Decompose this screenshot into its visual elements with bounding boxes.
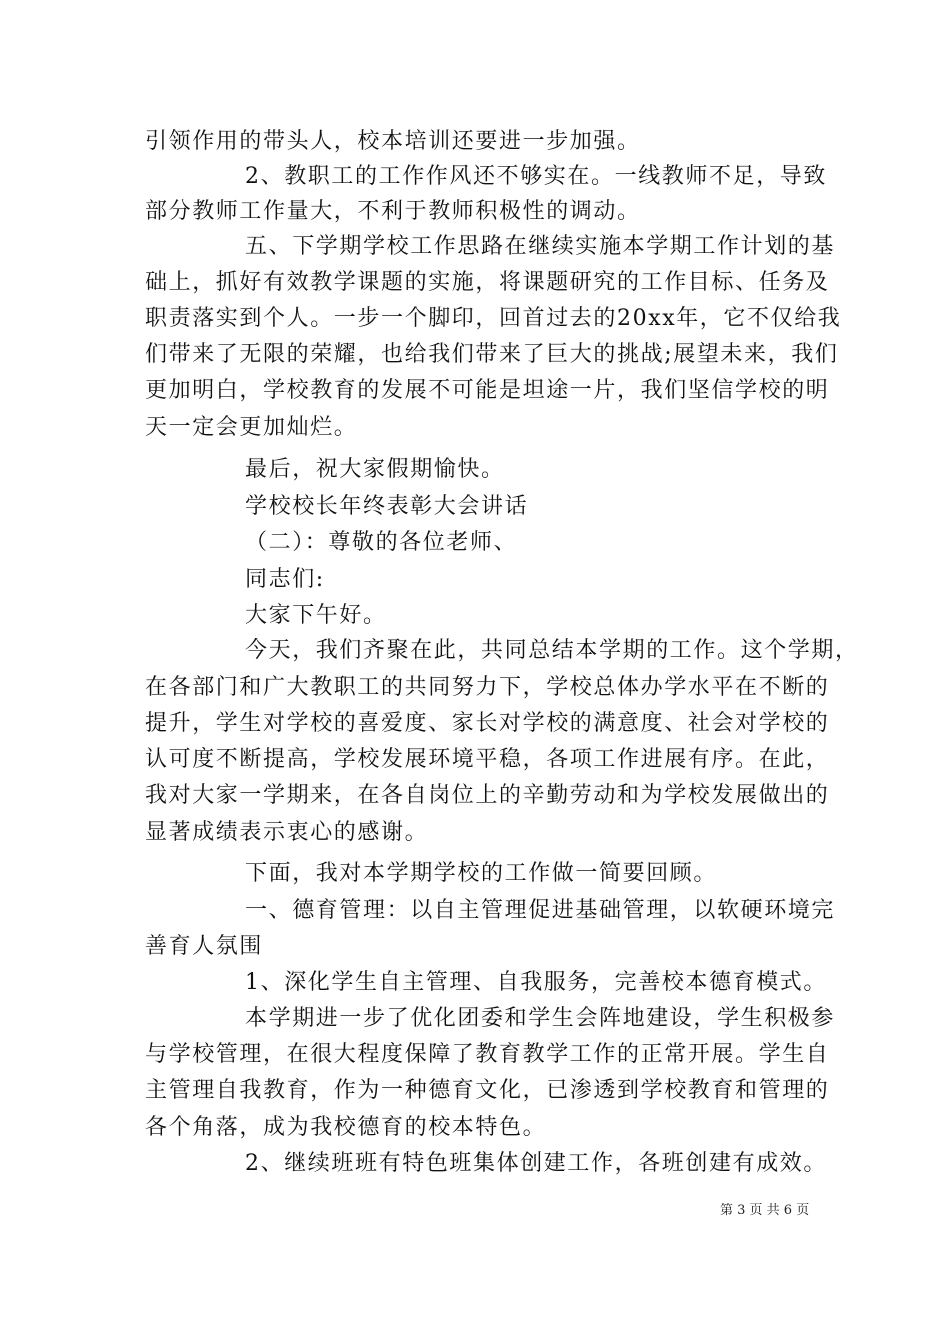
text-line: 各个角落，成为我校德育的校本特色。 [145,1115,547,1140]
section-title: 学校校长年终表彰大会讲话 [245,494,529,519]
text-line: 同志们: [245,567,325,592]
text-line: 今天，我们齐聚在此，共同总结本学期的工作。这个学期， [245,638,859,663]
text-line: 2、继续班班有特色班集体创建工作，各班创建有成效。 [245,1151,827,1176]
text-line: 础上，抓好有效教学课题的实施，将课题研究的工作目标、任务及 [145,270,830,295]
text-line: 本学期进一步了优化团委和学生会阵地建设，学生积极参 [245,1006,836,1031]
text-line: 1、深化学生自主管理、自我服务，完善校本德育模式。 [245,970,827,995]
text-line: 职责落实到个人。一步一个脚印，回首过去的20xx年，它不仅给我 [145,306,842,331]
text-line: 善育人氛围 [145,934,264,959]
text-line: 更加明白，学校教育的发展不可能是坦途一片，我们坚信学校的明 [145,378,830,403]
text-line: 在各部门和广大教职工的共同努力下，学校总体办学水平在不断的 [145,675,830,700]
text-line: 显著成绩表示衷心的感谢。 [145,820,429,845]
text-line: 下面，我对本学期学校的工作做一简要回顾。 [245,861,718,886]
text-line: 主管理自我教育，作为一种德育文化，已渗透到学校教育和管理的 [145,1078,830,1103]
text-line: 与学校管理，在很大程度保障了教育教学工作的正常开展。学生自 [145,1042,830,1067]
text-line: 们带来了无限的荣耀，也给我们带来了巨大的挑战;展望未来，我们 [145,342,839,367]
text-line: 2、教职工的工作作风还不够实在。一线教师不足，导致 [245,164,827,189]
text-line: 五、下学期学校工作思路在继续实施本学期工作计划的基 [245,234,836,259]
page-number: 第 3 页 共 6 页 [720,1203,810,1218]
text-line: 认可度不断提高，学校发展环境平稳，各项工作进展有序。在此， [145,747,830,772]
text-line: 部分教师工作量大，不利于教师积极性的调动。 [145,199,641,224]
text-line: 提升，学生对学校的喜爱度、家长对学校的满意度、社会对学校的 [145,711,830,736]
text-line: 最后，祝大家假期愉快。 [245,457,505,482]
text-line: 天一定会更加灿烂。 [145,415,358,440]
text-line: （二）：尊敬的各位老师、 [245,530,518,555]
text-line: 我对大家一学期来，在各自岗位上的辛勤劳动和为学校发展做出的 [145,783,830,808]
text-line: 大家下午好。 [245,603,387,628]
text-line: 一、德育管理：以自主管理促进基础管理，以软硬环境完 [245,898,836,923]
text-line: 引领作用的带头人，校本培训还要进一步加强。 [145,129,641,154]
